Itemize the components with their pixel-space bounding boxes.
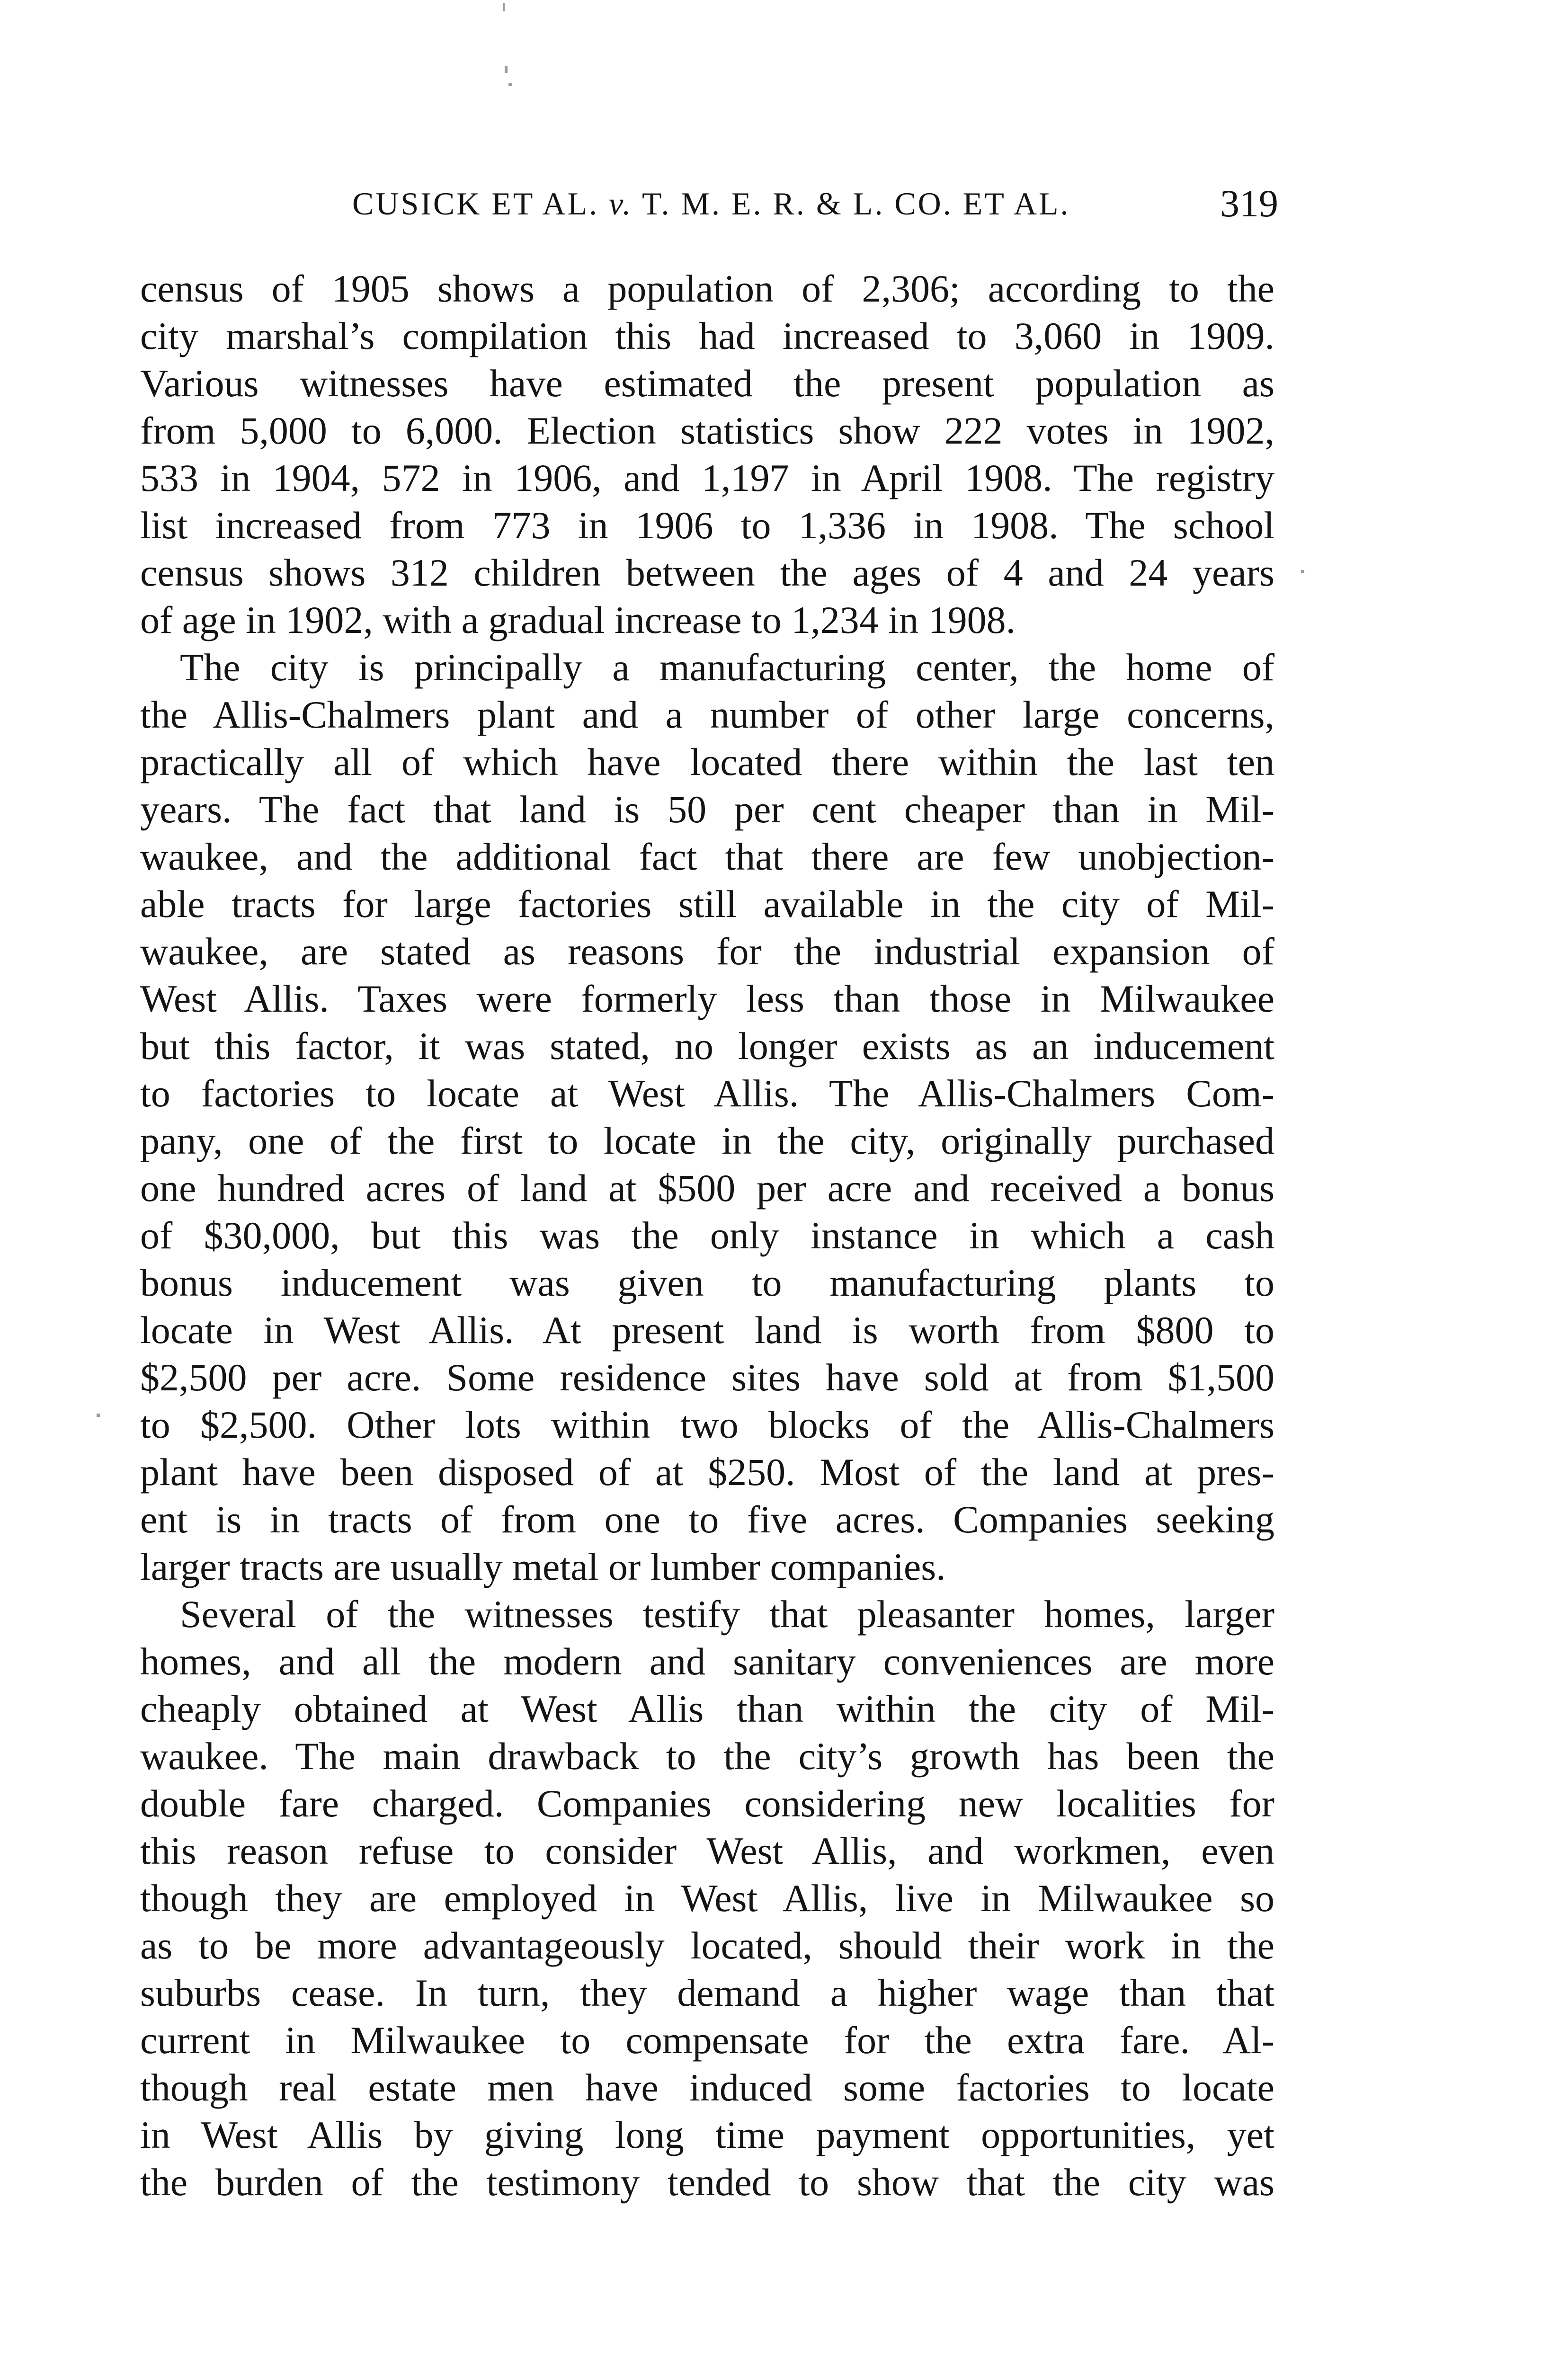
text-line: waukee. The main drawback to the city’s growth has been the [140,1735,1274,1778]
text-line: The city is principally a manufacturing center, the home of [180,646,1274,689]
text-line: this reason refuse to consider West Allis, and workmen, even [140,1829,1274,1872]
text-line: waukee, are stated as reasons for the industrial expansion of [140,930,1274,973]
text-line: locate in West Allis. At present land is worth from $800 to [140,1308,1274,1352]
text-line: though they are employed in West Allis, live in Milwaukee so [140,1877,1274,1920]
text-line: census of 1905 shows a population of 2,306; according to the [140,267,1274,310]
text-line: plant have been disposed of at $250. Most of the land at pres- [140,1450,1274,1494]
text-line: one hundred acres of land at $500 per acre and received a bonus [140,1166,1274,1210]
text-line: the burden of the testimony tended to show that the city was [140,2161,1274,2204]
text-line: to factories to locate at West Allis. The Allis-Chalmers Com- [140,1072,1274,1115]
page-number: 319 [1220,182,1278,225]
text-line: list increased from 773 in 1906 to 1,336 in 1908. The school [140,504,1274,547]
scan-speck [505,66,508,73]
text-line: current in Milwaukee to compensate for the extra fare. Al- [140,2019,1274,2062]
text-line: cheaply obtained at West Allis than within the city of Mil- [140,1687,1274,1730]
running-head-prefix: CUSICK ET AL. [352,186,609,222]
running-head [352,180,1091,227]
text-line: pany, one of the first to locate in the city, originally purchased [140,1119,1274,1162]
scan-speck [1301,570,1304,573]
text-line: of age in 1902, with a gradual increase to 1,234 in 1908. [140,598,1016,641]
body-text [140,265,1274,2206]
text-line: homes, and all the modern and sanitary conveniences are more [140,1640,1274,1683]
text-line: suburbs cease. In turn, they demand a higher wage than that [140,1971,1274,2014]
text-line: census shows 312 children between the ages of 4 and 24 years [140,551,1274,594]
text-line: able tracts for large factories still available in the city of Mil- [140,882,1274,925]
text-line: from 5,000 to 6,000. Election statistics show 222 votes in 1902, [140,409,1274,452]
text-line: of $30,000, but this was the only instance in which a cash [140,1214,1274,1257]
text-line: in West Allis by giving long time payment opportunities, yet [140,2113,1274,2156]
text-line: 533 in 1904, 572 in 1906, and 1,197 in April 1908. The registry [140,456,1274,499]
text-line: bonus inducement was given to manufacturing plants to [140,1261,1274,1304]
text-line: city marshal’s compilation this had increased to 3,060 in 1909. [140,314,1274,357]
text-line: Several of the witnesses testify that pleasanter homes, larger [180,1593,1274,1636]
scan-speck [503,3,505,11]
text-line: but this factor, it was stated, no longer exists as an inducement [140,1024,1274,1068]
text-line: to $2,500. Other lots within two blocks of the Allis-Chalmers [140,1403,1274,1446]
running-head-versus: v. [609,186,633,222]
text-line: larger tracts are usually metal or lumber companies. [140,1545,946,1588]
text-line: the Allis-Chalmers plant and a number of other large concerns, [140,693,1274,736]
text-line: waukee, and the additional fact that there are few unobjection- [140,835,1274,878]
scan-speck [508,83,512,86]
text-line: double fare charged. Companies considering new localities for [140,1782,1274,1825]
text-line: Various witnesses have estimated the present population as [140,362,1274,405]
running-head-suffix: T. M. E. R. & L. CO. ET AL. [633,186,1070,222]
text-line: West Allis. Taxes were formerly less than those in Milwaukee [140,977,1274,1020]
text-line: practically all of which have located there within the last ten [140,740,1274,783]
text-line: $2,500 per acre. Some residence sites have sold at from $1,500 [140,1356,1274,1399]
scan-speck [97,1414,100,1417]
text-line: as to be more advantageously located, should their work in the [140,1924,1274,1967]
text-line: years. The fact that land is 50 per cent cheaper than in Mil- [140,788,1274,831]
text-line: ent is in tracts of from one to five acres. Companies seeking [140,1498,1274,1541]
text-line: though real estate men have induced some factories to locate [140,2066,1274,2109]
